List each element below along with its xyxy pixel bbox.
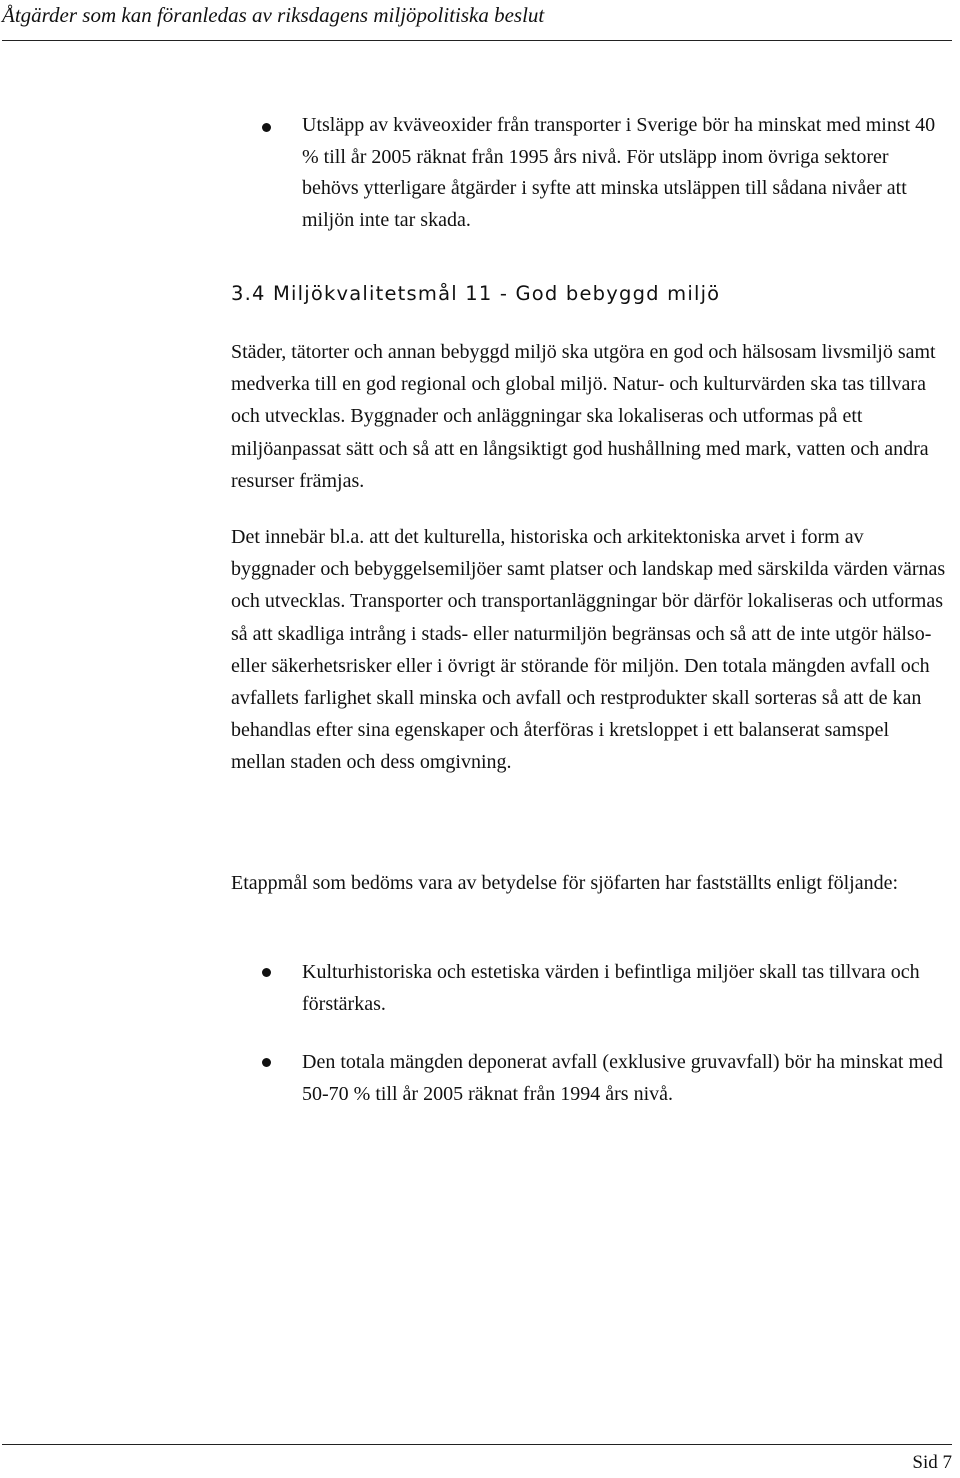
paragraph: Etappmål som bedöms vara av betydelse för sjöfarten har fastställts enligt följande: xyxy=(231,872,899,894)
header-title: Åtgärder som kan föranledas av riksdagens miljöpolitiska beslut xyxy=(2,3,545,27)
bullet-text: Den totala mängden deponerat avfall (exklusive gruvavfall) bör ha minskat med 50-70 % till år 2005 räknat från 1994 års nivå. xyxy=(302,1051,943,1105)
footer-divider xyxy=(2,1444,952,1445)
page-header xyxy=(2,0,952,41)
bullet-icon xyxy=(262,1058,271,1067)
paragraph: Städer, tätorter och annan bebyggd miljö ska utgöra en god och hälsosam livsmiljö samt medverka till en god regional och global miljö. Natur- och kulturvärden ska tas tillvara och utvecklas. Byggnader och anläggningar ska lokaliseras och utformas på ett miljöanpassat sätt och så att en långsiktigt god hushållning med mark, vatten och andra resurser främjas. xyxy=(231,341,936,492)
section-heading: 3.4 Miljökvalitetsmål 11 - God bebyggd miljö xyxy=(231,282,721,305)
bullet-text: Kulturhistoriska och estetiska värden i befintliga miljöer skall tas tillvara och förstärkas. xyxy=(302,961,920,1015)
paragraph: Det innebär bl.a. att det kulturella, historiska och arkitektoniska arvet i form av byggnader och bebyggelsemiljöer samt platser och landskap med särskilda värden värnas och utvecklas. Transporter och transportanläggningar bör därför lokaliseras och utformas så att skadliga intrång i stads- eller naturmiljön begränsas och så att de inte utgör hälso- eller säkerhetsrisker eller i övrigt är störande för miljön. Den totala mängden avfall och avfallets farlighet skall minska och avfall och restprodukter skall sorteras så att de kan behandlas efter sina egenskaper och återföras i kretsloppet i ett balanserat samspel mellan staden och dess omgivning. xyxy=(231,526,946,774)
page-number: Sid 7 xyxy=(912,1452,952,1473)
bullet-text: Utsläpp av kväveoxider från transporter i Sverige bör ha minskat med minst 40 % till år 2005 räknat från 1995 års nivå. För utsläpp inom övriga sektorer behövs ytterligare åtgärder i syfte att minska utsläppen till sådana nivåer att miljön inte tar skada. xyxy=(302,114,936,231)
bullet-icon xyxy=(262,968,271,977)
bullet-icon xyxy=(262,123,271,132)
